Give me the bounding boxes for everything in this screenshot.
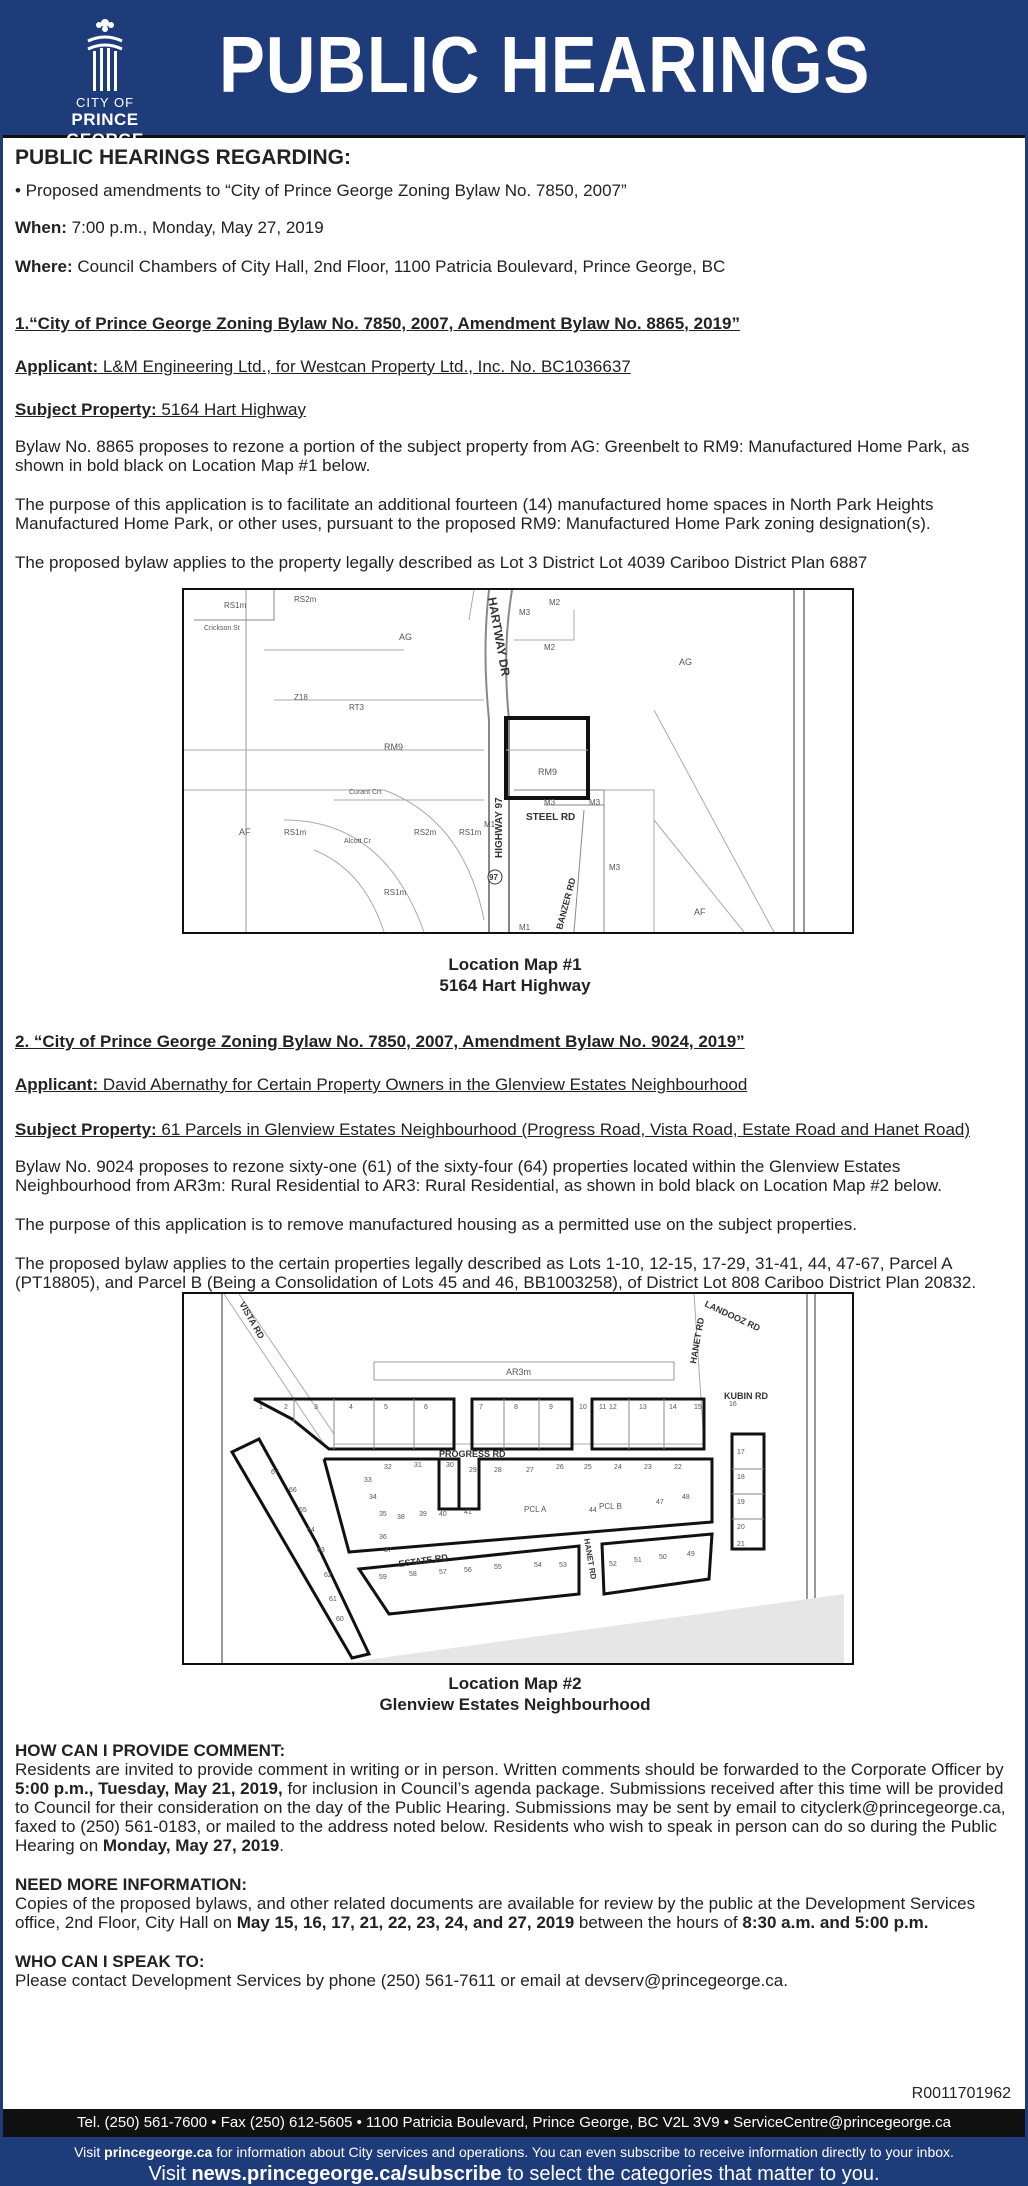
when-label: When: [15, 218, 67, 237]
map2-progress-label: PROGRESS RD [439, 1449, 506, 1459]
lot-number-label: 39 [419, 1511, 427, 1518]
lot-number-label: 12 [609, 1404, 617, 1411]
item2-para2: The purpose of this application is to remove manufactured housing as a permitted use on the subject properties. [15, 1215, 857, 1234]
speak-heading: WHO CAN I SPEAK TO: [15, 1952, 205, 1971]
map1-rs1m-label: RS1m [224, 601, 247, 610]
item1-para2: The purpose of this application is to facilitate an additional fourteen (14) manufactured home spaces in North Park Heights Manufactured Home Park, or other uses, pursuant to the proposed RM9: Manufactured Home Park zoning designation(s). [15, 495, 934, 533]
map1-m3b-label: M3 [544, 798, 556, 807]
lot-number-label: 19 [737, 1499, 745, 1506]
item1-para1: Bylaw No. 8865 proposes to rezone a portion of the subject property from AG: Greenbelt to RM9: Manufactured Home Park, as shown in bold black on Location Map #1 below. [15, 437, 970, 475]
map1-alcott-label: Alcott Cr [344, 838, 371, 845]
lot-number-label: 36 [379, 1534, 387, 1541]
lot-number-label: 33 [364, 1477, 372, 1484]
map1-hw97-label: 97 [489, 873, 498, 882]
lot-number-label: 21 [737, 1541, 745, 1548]
map1-caption-title: Location Map #1 [448, 955, 582, 974]
when-value: 7:00 p.m., Monday, May 27, 2019 [66, 218, 324, 237]
item1-title: 1.“City of Prince George Zoning Bylaw No. 7850, 2007, Amendment Bylaw No. 8865, 2019” [15, 314, 740, 333]
footer-site-link[interactable]: princegeorge.ca [104, 2144, 213, 2160]
lot-number-label: 26 [556, 1464, 564, 1471]
map1-rt3-label: RT3 [349, 703, 364, 712]
comment-text1: Residents are invited to provide comment in writing or in person. Written comments should be forwarded to the Corporate Officer by [15, 1760, 1004, 1779]
item2-applicant-value: David Abernathy for Certain Property Owners in the Glenview Estates Neighbourhood [98, 1075, 748, 1094]
item2-applicant-label: Applicant: [15, 1075, 99, 1094]
item1-subject-value: 5164 Hart Highway [156, 400, 307, 419]
map1-steel-label: STEEL RD [526, 812, 576, 823]
map2-hanet-label: HANET RD [688, 1316, 707, 1365]
lot-number-label: 29 [469, 1467, 477, 1474]
comment-body [15, 1760, 1015, 1855]
map1-crickson-label: Crickson St [204, 625, 240, 632]
city-logo [35, 15, 175, 149]
map1-rs1m3-label: RS1m [384, 888, 407, 897]
comment-text2: for inclusion in Council’s agenda package. Submissions received after this time will be provided to Council for their consideration on the day of the Public Hearing. Submissions may be sent by email to cityclerk@princegeorge.ca, faxed to (250) 561-0183, or mailed to the address noted below. Residents who wish to speak in person can do so during the Public Hearing on [15, 1779, 1006, 1855]
lot-number-label: 53 [559, 1562, 567, 1569]
lot-number-label: 56 [464, 1567, 472, 1574]
map2-caption-title: Location Map #2 [448, 1674, 582, 1693]
main-content [15, 148, 1015, 2010]
map1-curant-label: Curant Crt [349, 789, 382, 796]
map2-pcla-label: PCL A [524, 1505, 547, 1514]
item1-para3: The proposed bylaw applies to the property legally described as Lot 3 District Lot 4039 Cariboo District Plan 6887 [15, 553, 868, 572]
map1-caption-sub: 5164 Hart Highway [439, 976, 591, 995]
item1-applicant-value: L&M Engineering Ltd., for Westcan Property Ltd., Inc. No. BC1036637 [98, 357, 631, 376]
map1-m3d-label: M3 [609, 863, 621, 872]
map1-caption [15, 954, 1015, 996]
lot-number-label: 40 [439, 1511, 447, 1518]
reference-number: R0011701962 [911, 2085, 1011, 2102]
item1-subject-label: Subject Property: [15, 400, 157, 419]
logo-line1: CITY OF [75, 95, 135, 110]
lot-number-label: 60 [336, 1616, 344, 1623]
lot-number-label: 62 [324, 1572, 332, 1579]
lot-number-label: 2 [284, 1404, 288, 1411]
lot-number-label: 55 [494, 1564, 502, 1571]
info-body [15, 1894, 1015, 1932]
lot-number-label: 31 [414, 1462, 422, 1469]
map2-pclb-label: PCL B [599, 1502, 622, 1511]
lot-number-label: 5 [384, 1404, 388, 1411]
lot-number-label: 7 [479, 1404, 483, 1411]
banner-title: PUBLIC HEARINGS [219, 20, 871, 109]
lot-number-label: 64 [307, 1527, 315, 1534]
lot-number-label: 28 [494, 1467, 502, 1474]
lot-number-label: 14 [669, 1404, 677, 1411]
where-label: Where: [15, 257, 73, 276]
lot-number-label: 54 [534, 1562, 542, 1569]
where-line [15, 257, 1015, 276]
map1-m3c-label: M3 [589, 798, 601, 807]
lot-number-label: 61 [329, 1596, 337, 1603]
item2-subject-label: Subject Property: [15, 1120, 157, 1139]
map2-hanet2-label: HANET RD [582, 1537, 599, 1581]
map1-af-label: AF [239, 827, 251, 837]
lot-number-label: 38 [397, 1514, 405, 1521]
footer-sub-post: to select the categories that matter to you. [501, 2163, 880, 2185]
lot-number-label: 32 [384, 1464, 392, 1471]
map1-banzer-label: BANZER RD [554, 876, 578, 931]
footer-visit-pre: Visit [74, 2144, 105, 2160]
lot-number-label: 41 [464, 1509, 472, 1516]
info-hours: 8:30 a.m. and 5:00 p.m. [742, 1913, 929, 1932]
map2-ar3m-label: AR3m [506, 1367, 532, 1377]
intro-bullet: • Proposed amendments to “City of Prince George Zoning Bylaw No. 7850, 2007” [15, 181, 627, 200]
lot-number-label: 57 [439, 1569, 447, 1576]
when-line [15, 218, 1015, 237]
map1-rs2m2-label: RS2m [414, 828, 437, 837]
lot-number-label: 49 [687, 1551, 695, 1558]
footer-visit-line [3, 2137, 1025, 2163]
map1-rs2m-label: RS2m [294, 595, 317, 604]
lot-number-label: 35 [379, 1511, 387, 1518]
item2-para1: Bylaw No. 9024 proposes to rezone sixty-one (61) of the sixty-four (64) properties located within the Glenview Estates Neighbourhood from AR3m: Rural Residential to AR3: Rural Residential, as shown in bold black on Location Map #2 below. [15, 1157, 943, 1195]
where-value: Council Chambers of City Hall, 2nd Floor, 1100 Patricia Boulevard, Prince George, BC [72, 257, 726, 276]
lot-number-label: 63 [317, 1547, 325, 1554]
map1-rm9-label: RM9 [538, 767, 558, 777]
lot-number-label: 66 [289, 1487, 297, 1494]
lot-number-label: 15 [694, 1404, 702, 1411]
lot-number-label: 3 [314, 1404, 318, 1411]
info-dates: May 15, 16, 17, 21, 22, 23, 24, and 27, 2019 [236, 1913, 575, 1932]
footer-contact: Tel. (250) 561-7600 • Fax (250) 612-5605 • 1100 Patricia Boulevard, Prince George, BC V2L 3V9 • ServiceCentre@princegeorge.ca [3, 2109, 1025, 2137]
item2-applicant [15, 1075, 1015, 1094]
lot-number-label: 8 [514, 1404, 518, 1411]
footer-subscribe-link[interactable]: news.princegeorge.ca/subscribe [191, 2163, 502, 2185]
map2-caption-sub: Glenview Estates Neighbourhood [379, 1695, 651, 1714]
lot-number-label: 4 [349, 1404, 353, 1411]
map1-rs1m4-label: RS1m [459, 828, 482, 837]
map1-ag2-label: AG [679, 657, 693, 667]
item2-subject [15, 1120, 1015, 1139]
map1-m2-label: M2 [549, 598, 561, 607]
lot-number-label: 48 [682, 1494, 690, 1501]
speak-body: Please contact Development Services by phone (250) 561-7611 or email at devserv@princegeorge.ca. [15, 1971, 788, 1990]
footer-subscribe-line [3, 2163, 1025, 2185]
lot-number-label: 1 [259, 1404, 263, 1411]
item2-subject-value: 61 Parcels in Glenview Estates Neighbourhood (Progress Road, Vista Road, Estate Road and Hanet Road) [156, 1120, 971, 1139]
map2-caption [15, 1673, 1015, 1715]
item1-applicant-label: Applicant: [15, 357, 99, 376]
footer-visit [3, 2137, 1025, 2186]
lot-number-label: 23 [644, 1464, 652, 1471]
lot-number-label: 24 [614, 1464, 622, 1471]
comment-hearing-date: Monday, May 27, 2019 [102, 1836, 280, 1855]
lot-number-label: 27 [526, 1467, 534, 1474]
map1-z18-label: Z18 [294, 693, 308, 702]
map2-kubin-label: KUBIN RD [724, 1391, 768, 1401]
info-section [15, 1875, 1015, 1932]
lot-number-label: 47 [656, 1499, 664, 1506]
comment-deadline: 5:00 p.m., Tuesday, May 21, 2019, [15, 1779, 283, 1798]
map1-m2b-label: M2 [544, 643, 556, 652]
lot-number-label: 59 [379, 1574, 387, 1581]
lot-number-label: 16 [729, 1401, 737, 1408]
speak-section [15, 1952, 1015, 1990]
intro-heading: PUBLIC HEARINGS REGARDING: [15, 146, 352, 169]
item1-applicant [15, 357, 1015, 376]
comment-section [15, 1741, 1015, 1855]
map2-estate-label: ESTATE RD [397, 1552, 449, 1569]
location-map-1 [182, 588, 854, 934]
lot-number-label: 58 [409, 1571, 417, 1578]
map2-vista-label: VISTA RD [237, 1300, 267, 1341]
lot-number-label: 20 [737, 1524, 745, 1531]
lot-number-label: 22 [674, 1464, 682, 1471]
header-banner [3, 3, 1025, 149]
lot-number-label: 11 [599, 1404, 607, 1411]
map1-m1b-label: M1 [519, 923, 531, 932]
lot-number-label: 6 [424, 1404, 428, 1411]
lot-number-label: 30 [446, 1462, 454, 1469]
map1-highway-label: HIGHWAY 97 [494, 797, 505, 858]
info-heading: NEED MORE INFORMATION: [15, 1875, 248, 1894]
lot-number-label: 18 [737, 1474, 745, 1481]
map1-m3-label: M3 [519, 608, 531, 617]
footer-visit-post: for information about City services and operations. You can even subscribe to receive information directly to your inbox. [212, 2144, 954, 2160]
lot-number-label: 50 [659, 1554, 667, 1561]
item1-subject [15, 400, 1015, 419]
lot-number-label: 17 [737, 1449, 745, 1456]
map2-landooz-label: LANDOOZ RD [703, 1298, 762, 1334]
map1-hartway-label: HARTWAY DR [485, 596, 513, 678]
info-text2: between the hours of [574, 1913, 743, 1932]
lot-number-label: 51 [634, 1557, 642, 1564]
comment-text3: . [279, 1836, 284, 1855]
lot-number-label: 37 [384, 1547, 392, 1554]
map1-m1-label: M1 [484, 820, 496, 829]
map1-af2-label: AF [694, 907, 706, 917]
lot-number-label: 9 [549, 1404, 553, 1411]
item2-para3: The proposed bylaw applies to the certain properties legally described as Lots 1-10, 12-15, 17-29, 31-41, 44, 47-67, Parcel A (PT18805), and Parcel B (Being a Consolidation of Lots 45 and 46, BB1003258), of District Lot 808 Cariboo District Plan 20832. [15, 1254, 977, 1292]
item2-title: 2. “City of Prince George Zoning Bylaw No. 7850, 2007, Amendment Bylaw No. 9024, 2019” [15, 1032, 745, 1051]
lot-number-label: 25 [584, 1464, 592, 1471]
lot-number-label: 65 [299, 1507, 307, 1514]
lot-number-label: 44 [589, 1507, 597, 1514]
lot-number-label: 52 [609, 1561, 617, 1568]
map1-rm9b-label: RM9 [384, 742, 404, 752]
info-text1: Copies of the proposed bylaws, and other related documents are available for review by the public at the Development Services office, 2nd Floor, City Hall on [15, 1894, 976, 1932]
lot-number-label: 10 [579, 1404, 587, 1411]
location-map-2 [182, 1292, 854, 1665]
lot-number-label: 34 [369, 1494, 377, 1501]
map1-rs1m2-label: RS1m [284, 828, 307, 837]
lot-number-label: 67 [271, 1469, 279, 1476]
footer-sub-pre: Visit [148, 2163, 192, 2185]
city-emblem-icon [80, 15, 130, 93]
comment-heading: HOW CAN I PROVIDE COMMENT: [15, 1741, 286, 1760]
lot-number-label: 13 [639, 1404, 647, 1411]
map1-ag-label: AG [399, 632, 413, 642]
logo-line2: PRINCE GEORGE [66, 110, 144, 149]
